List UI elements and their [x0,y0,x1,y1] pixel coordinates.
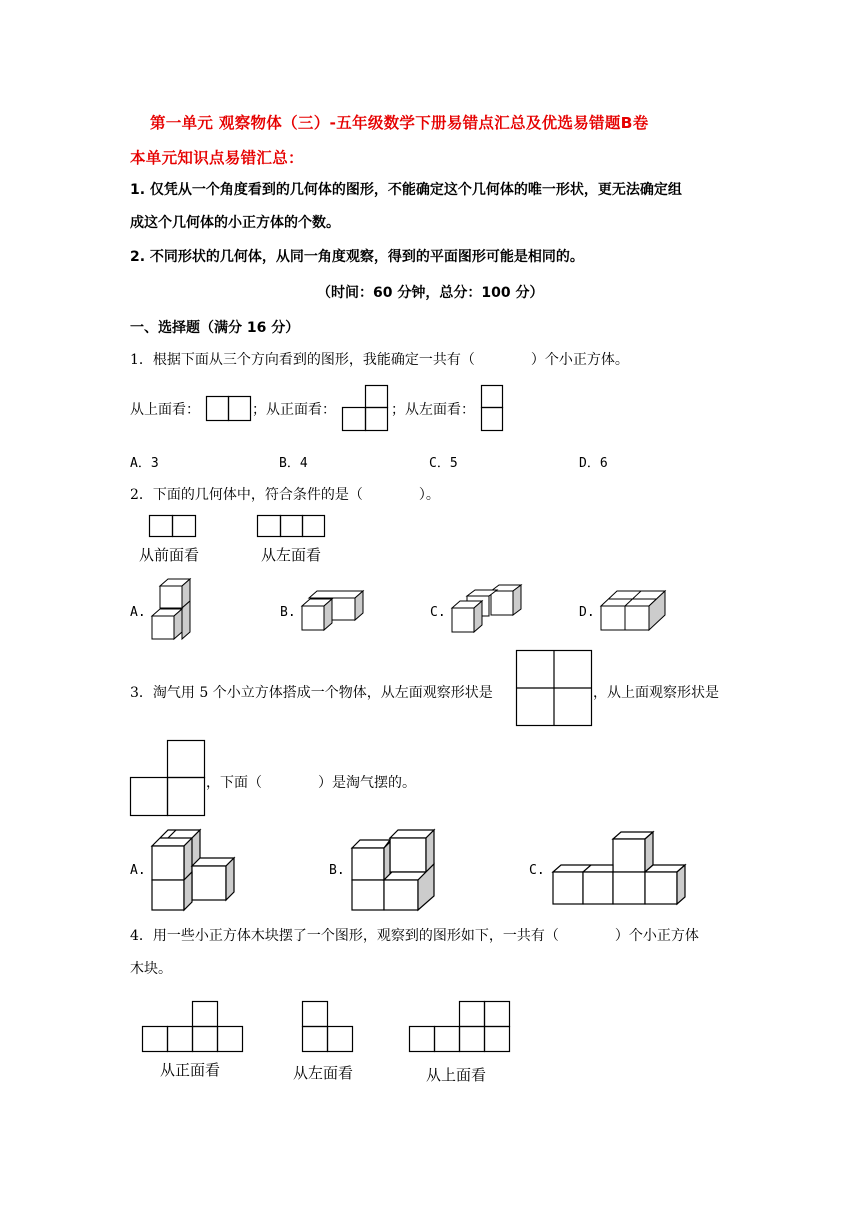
q1-left-view-figure [481,385,505,433]
page-title: 第一单元 观察物体（三）-五年级数学下册易错点汇总及优选易错题B卷 [150,114,649,132]
q3-option-c[interactable]: C. [529,863,545,878]
q4-left-caption: 从左面看 [293,1064,354,1082]
q1-front-view-figure [342,385,390,433]
q1-option-c[interactable]: C．5 [429,456,458,471]
q3-option-b[interactable]: B. [329,863,345,878]
q4-top-caption: 从上面看 [426,1066,487,1084]
q2-option-d-figure[interactable] [600,590,670,634]
q1-left-label: ；从左面看： [391,402,475,418]
q1-top-label: 从上面看： [130,402,200,418]
q2-option-b[interactable]: B. [280,605,296,620]
q3-option-b-figure[interactable] [350,826,442,914]
summary-point-1-line-2: 成这个几何体的小正方体的个数。 [130,215,340,231]
q1-option-b[interactable]: B．4 [279,456,308,471]
question-1-text: 1．根据下面从三个方向看到的图形，我能确定一共有（ ）个小正方体。 [130,352,629,368]
summary-point-2: 2. 不同形状的几何体，从同一角度观察，得到的平面图形可能是相同的。 [130,249,584,265]
section-subtitle: 本单元知识点易错汇总： [130,149,304,167]
q4-left-view-figure [302,1000,356,1054]
question-3-text-part-3: ，下面（ ）是淘气摆的。 [206,775,416,791]
exam-info: （时间：60 分钟，总分：100 分） [317,285,544,301]
q2-left-caption: 从左面看 [261,546,322,564]
q3-option-c-figure[interactable] [551,830,691,910]
q2-front-view-figure [149,515,197,539]
q3-left-view-figure [516,650,594,728]
question-4-text-line-2: 木块。 [130,961,172,977]
q4-top-view-figure [409,1000,511,1054]
question-3-text-part-1: 3．淘气用 5 个小立方体搭成一个物体，从左面观察形状是 [130,685,493,701]
q2-option-c-figure[interactable] [451,584,529,636]
question-2-text: 2．下面的几何体中，符合条件的是（ ）。 [130,487,440,503]
question-4-text-line-1: 4．用一些小正方体木块摆了一个图形，观察到的图形如下，一共有（ ）个小正方体 [130,928,699,944]
q1-top-view-figure [206,396,252,422]
q4-front-view-figure [142,1000,244,1054]
q2-option-d[interactable]: D. [579,605,595,620]
question-3-text-part-2: ，从上面观察形状是 [593,685,719,701]
q2-option-a[interactable]: A. [130,605,146,620]
q2-option-c[interactable]: C. [430,605,446,620]
q2-option-b-figure[interactable] [301,590,371,634]
summary-point-1-line-1: 1. 仅凭从一个角度看到的几何体的图形，不能确定这个几何体的唯一形状，更无法确定组 [130,182,682,198]
q3-top-view-figure [130,740,208,818]
q2-left-view-figure [257,515,327,539]
q3-option-a-figure[interactable] [150,826,242,914]
q2-front-caption: 从前面看 [139,546,200,564]
q4-front-caption: 从正面看 [160,1061,221,1079]
section-heading: 一、选择题（满分 16 分） [130,320,300,336]
q1-option-a[interactable]: A．3 [130,456,159,471]
q3-option-a[interactable]: A. [130,863,146,878]
q1-front-label: ；从正面看： [252,402,336,418]
q2-option-a-figure[interactable] [150,578,195,642]
q1-option-d[interactable]: D．6 [579,456,608,471]
